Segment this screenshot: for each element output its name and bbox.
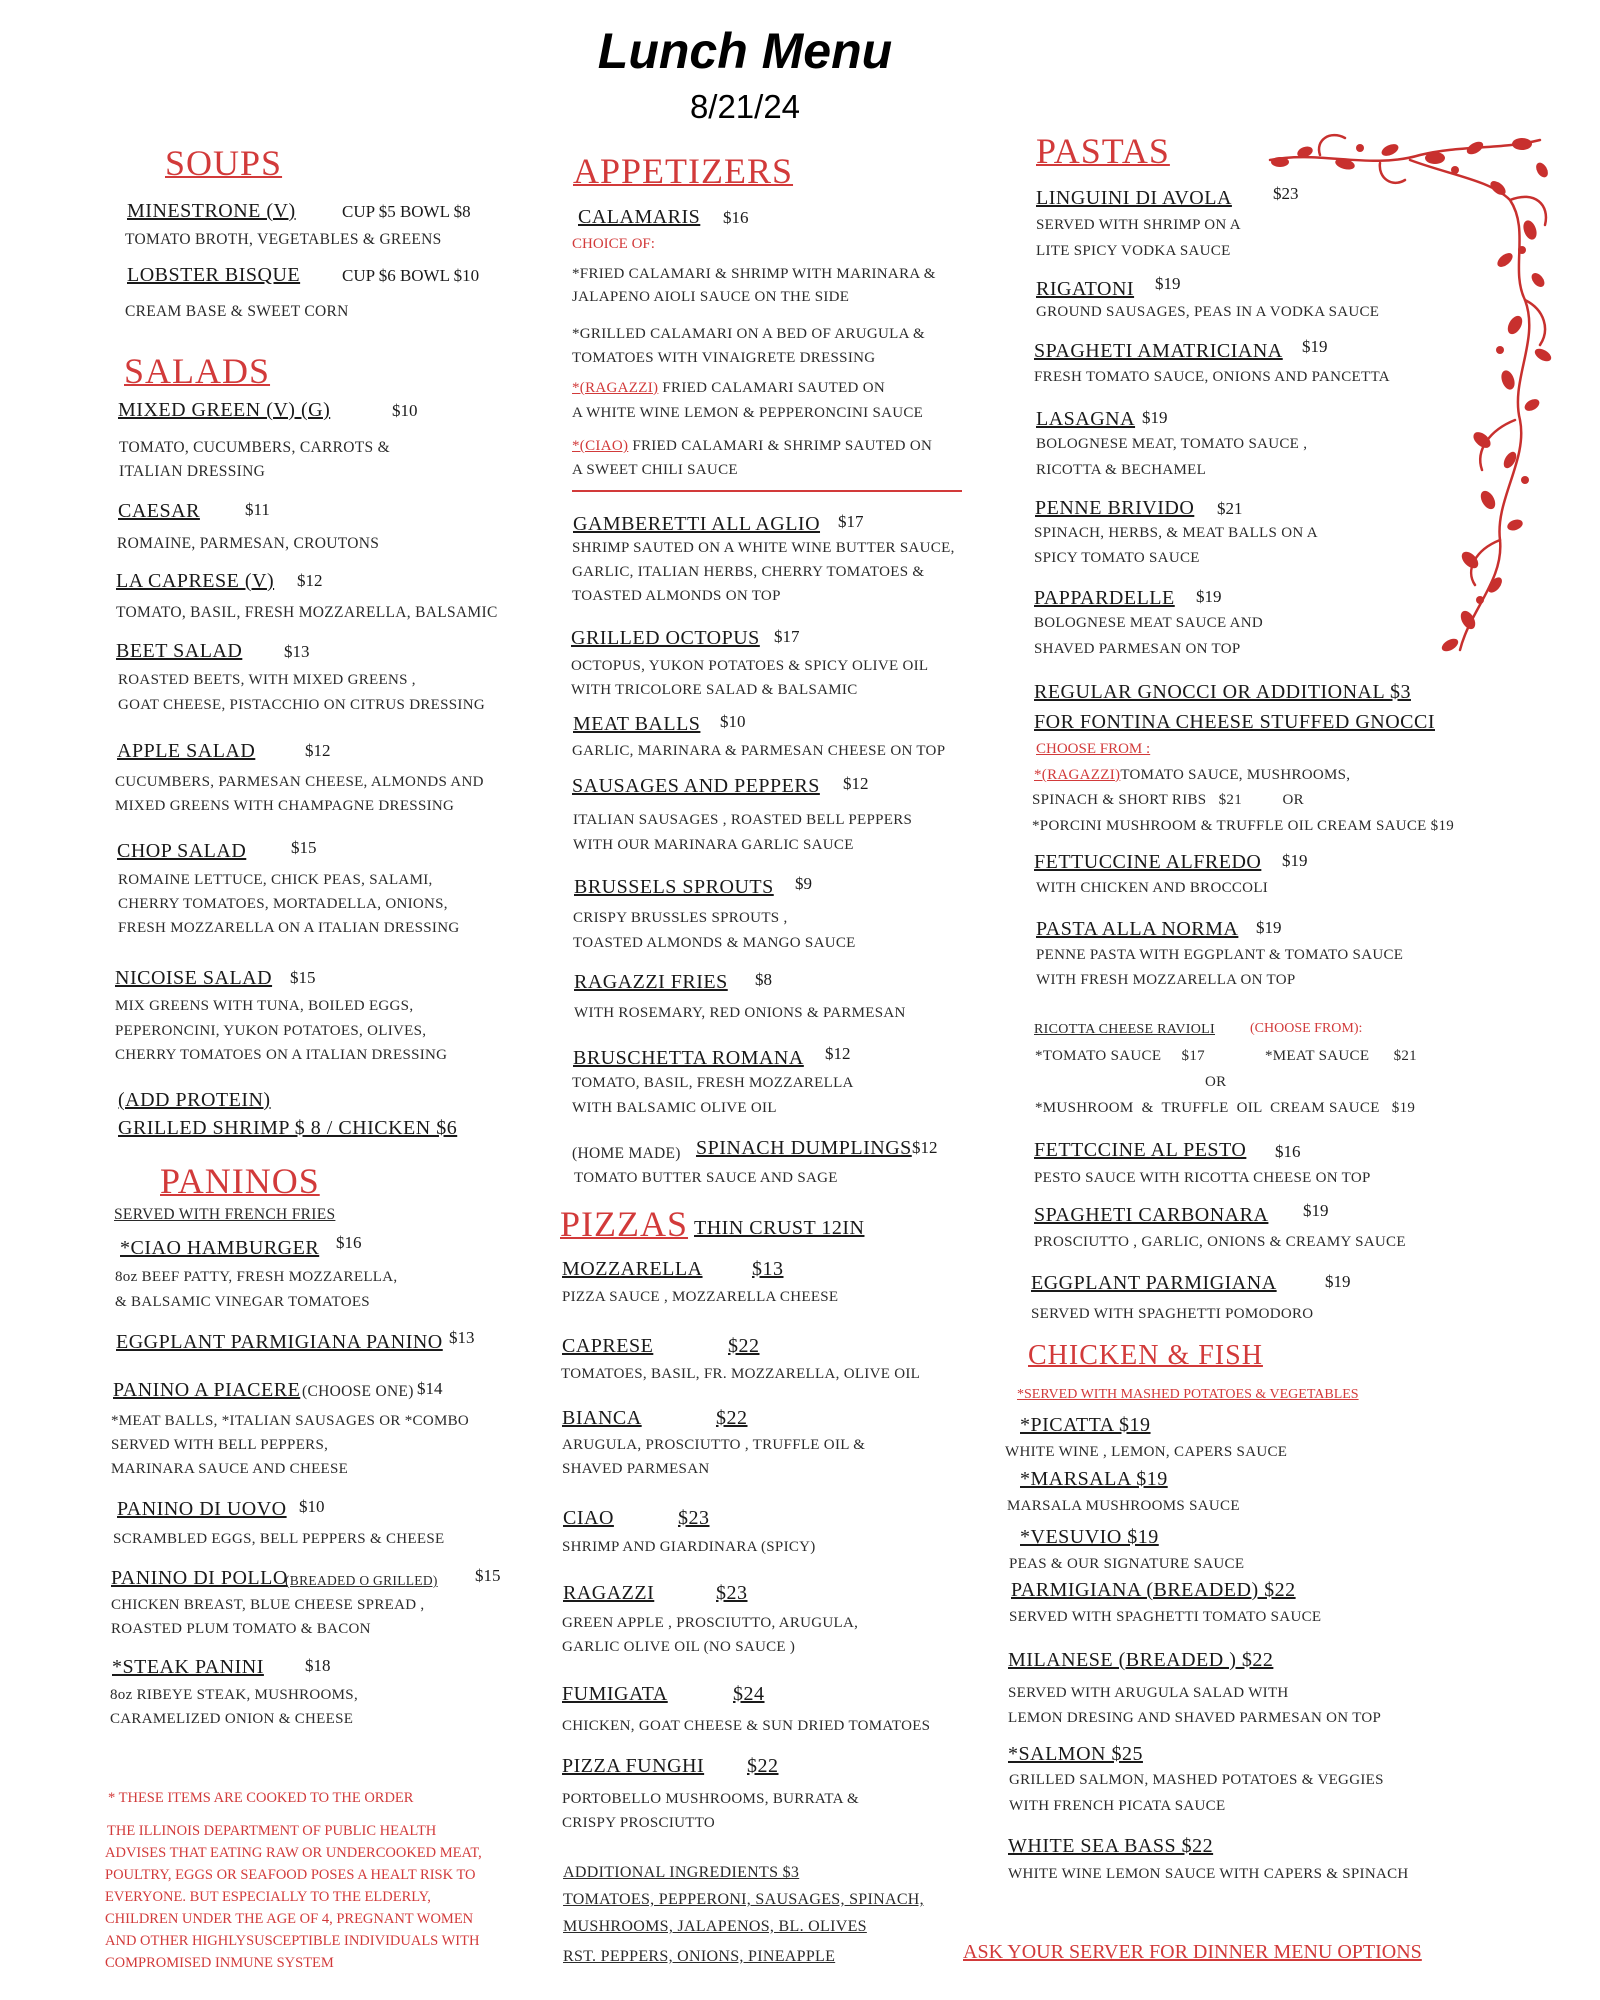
salad-name: LA CAPRESE (V) bbox=[116, 570, 275, 592]
salad-name: CAESAR bbox=[118, 500, 200, 522]
chicken-fish-name: MILANESE (BREADED ) $22 bbox=[1008, 1649, 1274, 1671]
appetizer-desc: TOMATO BUTTER SAUCE AND SAGE bbox=[574, 1170, 838, 1186]
ravioli-name: RICOTTA CHEESE RAVIOLI bbox=[1034, 1022, 1215, 1037]
panino-desc: & BALSAMIC VINEGAR TOMATOES bbox=[115, 1294, 370, 1310]
divider bbox=[572, 490, 962, 492]
ravioli-or: OR bbox=[1205, 1074, 1227, 1090]
appetizer-name: CALAMARIS bbox=[578, 206, 701, 228]
pizza-desc: ARUGULA, PROSCIUTTO , TRUFFLE OIL & bbox=[562, 1437, 866, 1453]
gnocci-line: FOR FONTINA CHEESE STUFFED GNOCCI bbox=[1034, 711, 1435, 733]
panino-note: (BREADED O GRILLED) bbox=[285, 1573, 438, 1588]
pasta-desc: PROSCIUTTO , GARLIC, ONIONS & CREAMY SAUCE bbox=[1034, 1234, 1406, 1250]
pizza-desc: SHAVED PARMESAN bbox=[562, 1461, 710, 1477]
salad-price: $15 bbox=[290, 968, 316, 987]
pizza-desc: GARLIC OLIVE OIL (NO SAUCE ) bbox=[562, 1639, 796, 1655]
pizza-price: $13 bbox=[752, 1258, 784, 1280]
pasta-desc: WITH CHICKEN AND BROCCOLI bbox=[1036, 880, 1269, 896]
gnocci-option: SPINACH & SHORT RIBS $21 OR bbox=[1032, 792, 1304, 808]
calamari-option: *GRILLED CALAMARI ON A BED OF ARUGULA & bbox=[572, 326, 925, 342]
pizza-desc: GREEN APPLE , PROSCIUTTO, ARUGULA, bbox=[562, 1615, 859, 1631]
panino-price: $16 bbox=[336, 1233, 362, 1252]
panino-price: $18 bbox=[305, 1656, 331, 1675]
soup-name: MINESTRONE (V) bbox=[127, 200, 296, 222]
ciao-tag: *(CIAO) bbox=[572, 438, 629, 454]
salad-desc: TOMATO, BASIL, FRESH MOZZARELLA, BALSAMIC bbox=[116, 604, 498, 621]
salad-desc: CUCUMBERS, PARMESAN CHEESE, ALMONDS AND bbox=[115, 774, 484, 790]
calamari-choice-label: CHOICE OF: bbox=[572, 236, 655, 252]
menu-date: 8/21/24 bbox=[689, 88, 801, 125]
appetizer-desc: SHRIMP SAUTED ON A WHITE WINE BUTTER SAUCE, bbox=[572, 540, 955, 556]
calamari-option: A SWEET CHILI SAUCE bbox=[572, 462, 738, 478]
pasta-price: $19 bbox=[1155, 274, 1181, 293]
pizza-desc: TOMATOES, BASIL, FR. MOZZARELLA, OLIVE OIL bbox=[561, 1366, 921, 1382]
panino-name: *CIAO HAMBURGER bbox=[120, 1237, 320, 1259]
panino-name: EGGPLANT PARMIGIANA PANINO bbox=[116, 1331, 443, 1353]
appetizer-price: $12 bbox=[825, 1044, 851, 1063]
chicken-fish-desc: WITH FRENCH PICATA SAUCE bbox=[1009, 1798, 1226, 1814]
pastas-heading: PASTAS bbox=[1036, 131, 1170, 171]
appetizer-desc: GARLIC, ITALIAN HERBS, CHERRY TOMATOES & bbox=[572, 564, 925, 580]
calamari-option: FRIED CALAMARI SAUTED ON bbox=[658, 380, 885, 396]
chicken-fish-name: *PICATTA $19 bbox=[1020, 1414, 1151, 1436]
panino-desc: ROASTED PLUM TOMATO & BACON bbox=[111, 1621, 371, 1637]
pasta-price: $19 bbox=[1256, 918, 1282, 937]
pasta-price: $16 bbox=[1275, 1142, 1301, 1161]
soup-desc: CREAM BASE & SWEET CORN bbox=[125, 303, 349, 320]
chicken-fish-name: *VESUVIO $19 bbox=[1020, 1526, 1159, 1548]
pizza-name: MOZZARELLA bbox=[562, 1258, 703, 1280]
health-warning-line: EVERYONE. BUT ESPECIALLY TO THE ELDERLY, bbox=[105, 1889, 431, 1905]
appetizers-heading: APPETIZERS bbox=[573, 151, 794, 191]
panino-desc: 8oz RIBEYE STEAK, MUSHROOMS, bbox=[110, 1687, 358, 1703]
pasta-desc: BOLOGNESE MEAT SAUCE AND bbox=[1034, 615, 1264, 631]
chicken-fish-desc: PEAS & OUR SIGNATURE SAUCE bbox=[1009, 1556, 1245, 1572]
page-title: Lunch Menu bbox=[597, 23, 893, 79]
additional-ingredients: MUSHROOMS, JALAPENOS, BL. OLIVES bbox=[563, 1918, 867, 1935]
pasta-desc: RICOTTA & BECHAMEL bbox=[1036, 462, 1207, 478]
add-protein-options: GRILLED SHRIMP $ 8 / CHICKEN $6 bbox=[118, 1117, 458, 1139]
pasta-price: $19 bbox=[1302, 337, 1328, 356]
chicken-fish-desc: GRILLED SALMON, MASHED POTATOES & VEGGIES bbox=[1009, 1772, 1384, 1788]
calamari-option: JALAPENO AIOLI SAUCE ON THE SIDE bbox=[572, 289, 850, 305]
pizza-price: $24 bbox=[733, 1683, 765, 1705]
chicken-fish-desc: SERVED WITH ARUGULA SALAD WITH bbox=[1008, 1685, 1289, 1701]
salad-name: NICOISE SALAD bbox=[115, 967, 273, 989]
panino-note: (CHOOSE ONE) bbox=[302, 1383, 414, 1400]
pasta-name: LINGUINI DI AVOLA bbox=[1036, 187, 1232, 209]
pasta-desc: SPICY TOMATO SAUCE bbox=[1034, 550, 1200, 566]
pasta-name: PAPPARDELLE bbox=[1034, 587, 1175, 609]
pizzas-heading: PIZZAS bbox=[560, 1204, 689, 1244]
appetizer-name: MEAT BALLS bbox=[573, 713, 701, 735]
appetizer-name: BRUSSELS SPROUTS bbox=[574, 876, 774, 898]
salads-heading: SALADS bbox=[124, 351, 271, 391]
appetizer-price: $17 bbox=[774, 627, 800, 646]
salad-desc: CHERRY TOMATOES, MORTADELLA, ONIONS, bbox=[118, 896, 448, 912]
salad-desc: MIX GREENS WITH TUNA, BOILED EGGS, bbox=[115, 998, 414, 1014]
pizza-price: $23 bbox=[716, 1582, 748, 1604]
pizza-price: $22 bbox=[716, 1407, 748, 1429]
appetizer-desc: WITH ROSEMARY, RED ONIONS & PARMESAN bbox=[574, 1005, 906, 1021]
appetizer-desc: TOASTED ALMONDS ON TOP bbox=[572, 588, 781, 604]
health-warning-line: POULTRY, EGGS OR SEAFOOD POSES A HEALT RISK TO bbox=[105, 1867, 476, 1883]
pizza-name: CAPRESE bbox=[562, 1335, 654, 1357]
chicken-fish-name: *SALMON $25 bbox=[1008, 1743, 1143, 1765]
pasta-name: PENNE BRIVIDO bbox=[1035, 497, 1195, 519]
panino-price: $14 bbox=[417, 1379, 443, 1398]
salad-name: BEET SALAD bbox=[116, 640, 243, 662]
chicken-fish-subtitle: *SERVED WITH MASHED POTATOES & VEGETABLES bbox=[1017, 1387, 1359, 1402]
dumplings-prefix: (HOME MADE) bbox=[572, 1145, 681, 1162]
panino-desc: SCRAMBLED EGGS, BELL PEPPERS & CHEESE bbox=[113, 1531, 445, 1547]
soup-price: CUP $6 BOWL $10 bbox=[342, 266, 480, 285]
additional-ingredients: TOMATOES, PEPPERONI, SAUSAGES, SPINACH, bbox=[563, 1891, 924, 1908]
appetizer-name: RAGAZZI FRIES bbox=[574, 971, 728, 993]
paninos-heading: PANINOS bbox=[160, 1161, 320, 1201]
salad-desc: FRESH MOZZARELLA ON A ITALIAN DRESSING bbox=[118, 920, 460, 936]
salad-price: $12 bbox=[305, 741, 331, 760]
pasta-price: $19 bbox=[1282, 851, 1308, 870]
appetizer-desc: WITH TRICOLORE SALAD & BALSAMIC bbox=[571, 682, 858, 698]
chicken-fish-heading: CHICKEN & FISH bbox=[1028, 1340, 1263, 1371]
add-protein-label: (ADD PROTEIN) bbox=[118, 1089, 271, 1111]
calamari-option: FRIED CALAMARI & SHRIMP SAUTED ON bbox=[628, 438, 933, 454]
appetizer-name: SAUSAGES AND PEPPERS bbox=[572, 775, 820, 797]
pizza-name: BIANCA bbox=[562, 1407, 642, 1429]
chicken-fish-desc: SERVED WITH SPAGHETTI TOMATO SAUCE bbox=[1009, 1609, 1322, 1625]
appetizer-price: $17 bbox=[838, 512, 864, 531]
gnocci-line: REGULAR GNOCCI OR ADDITIONAL $3 bbox=[1034, 681, 1411, 703]
paninos-subtitle: SERVED WITH FRENCH FRIES bbox=[114, 1206, 336, 1223]
salad-desc: ROASTED BEETS, WITH MIXED GREENS , bbox=[118, 672, 416, 688]
panino-price: $13 bbox=[449, 1328, 475, 1347]
salad-price: $11 bbox=[245, 500, 270, 519]
appetizer-name: GAMBERETTI ALL AGLIO bbox=[573, 513, 821, 535]
pasta-name: SPAGHETI CARBONARA bbox=[1034, 1204, 1269, 1226]
health-warning-line: CHILDREN UNDER THE AGE OF 4, PREGNANT WOMEN bbox=[105, 1911, 474, 1927]
pasta-price: $19 bbox=[1142, 408, 1168, 427]
salad-price: $10 bbox=[392, 401, 418, 420]
pasta-name: LASAGNA bbox=[1036, 408, 1136, 430]
pizza-desc: CHICKEN, GOAT CHEESE & SUN DRIED TOMATOES bbox=[562, 1718, 931, 1734]
chicken-fish-desc: WHITE WINE LEMON SAUCE WITH CAPERS & SPINACH bbox=[1008, 1866, 1409, 1882]
panino-desc: *MEAT BALLS, *ITALIAN SAUSAGES OR *COMBO bbox=[111, 1413, 470, 1429]
pasta-desc: SPINACH, HERBS, & MEAT BALLS ON A bbox=[1034, 525, 1318, 541]
pizza-name: CIAO bbox=[563, 1507, 614, 1529]
salad-desc: PEPERONCINI, YUKON POTATOES, OLIVES, bbox=[115, 1023, 427, 1039]
salad-desc: TOMATO, CUCUMBERS, CARROTS & bbox=[119, 439, 390, 456]
ravioli-option: *MUSHROOM & TRUFFLE OIL CREAM SAUCE $19 bbox=[1035, 1100, 1416, 1116]
health-warning-line: COMPROMISED INMUNE SYSTEM bbox=[105, 1955, 334, 1971]
salad-name: MIXED GREEN (V) (G) bbox=[118, 399, 331, 421]
panino-name: PANINO A PIACERE bbox=[113, 1379, 301, 1401]
ravioli-choose-label: (CHOOSE FROM): bbox=[1250, 1021, 1363, 1036]
additional-ingredients: ADDITIONAL INGREDIENTS $3 bbox=[563, 1864, 800, 1881]
chicken-fish-desc: WHITE WINE , LEMON, CAPERS SAUCE bbox=[1005, 1444, 1288, 1460]
panino-name: *STEAK PANINI bbox=[112, 1656, 264, 1678]
pizza-desc: PIZZA SAUCE , MOZZARELLA CHEESE bbox=[562, 1289, 839, 1305]
chicken-fish-name: WHITE SEA BASS $22 bbox=[1008, 1835, 1214, 1857]
health-warning-line: THE ILLINOIS DEPARTMENT OF PUBLIC HEALTH bbox=[107, 1823, 437, 1839]
chicken-fish-name: *MARSALA $19 bbox=[1020, 1468, 1168, 1490]
pizza-name: PIZZA FUNGHI bbox=[562, 1755, 705, 1777]
pasta-desc: SERVED WITH SHRIMP ON A bbox=[1036, 217, 1241, 233]
panino-desc: CHICKEN BREAST, BLUE CHEESE SPREAD , bbox=[111, 1597, 425, 1613]
pasta-desc: PESTO SAUCE WITH RICOTTA CHEESE ON TOP bbox=[1034, 1170, 1371, 1186]
pasta-desc: FRESH TOMATO SAUCE, ONIONS AND PANCETTA bbox=[1034, 369, 1390, 385]
pizza-desc: PORTOBELLO MUSHROOMS, BURRATA & bbox=[562, 1791, 859, 1807]
pasta-price: $19 bbox=[1196, 587, 1222, 606]
soups-heading: SOUPS bbox=[165, 143, 283, 183]
calamari-option: TOMATOES WITH VINAIGRETE DRESSING bbox=[572, 350, 876, 366]
appetizer-name: GRILLED OCTOPUS bbox=[571, 627, 760, 649]
chicken-fish-name: PARMIGIANA (BREADED) $22 bbox=[1011, 1579, 1296, 1601]
pizza-price: $23 bbox=[678, 1507, 710, 1529]
salad-desc: CHERRY TOMATOES ON A ITALIAN DRESSING bbox=[115, 1047, 448, 1063]
appetizer-desc: WITH OUR MARINARA GARLIC SAUCE bbox=[573, 837, 854, 853]
pizzas-subtitle: THIN CRUST 12IN bbox=[694, 1217, 865, 1239]
appetizer-desc: WITH BALSAMIC OLIVE OIL bbox=[572, 1100, 777, 1116]
gnocci-option: TOMATO SAUCE, MUSHROOMS, bbox=[1120, 767, 1351, 783]
pasta-name: FETTUCCINE ALFREDO bbox=[1034, 851, 1262, 873]
dinner-menu-note: ASK YOUR SERVER FOR DINNER MENU OPTIONS bbox=[963, 1941, 1422, 1963]
calamari-option: *FRIED CALAMARI & SHRIMP WITH MARINARA & bbox=[572, 266, 936, 282]
gnocci-option: *PORCINI MUSHROOM & TRUFFLE OIL CREAM SAUCE $19 bbox=[1032, 818, 1455, 834]
ragazzi-tag: *(RAGAZZI) bbox=[1034, 767, 1121, 783]
vine-decoration bbox=[1260, 130, 1560, 670]
gnocci-choose-label: CHOOSE FROM : bbox=[1036, 741, 1151, 757]
salad-desc: ITALIAN DRESSING bbox=[119, 463, 266, 480]
pasta-desc: PENNE PASTA WITH EGGPLANT & TOMATO SAUCE bbox=[1036, 947, 1404, 963]
panino-desc: CARAMELIZED ONION & CHEESE bbox=[110, 1711, 354, 1727]
chicken-fish-desc: LEMON DRESING AND SHAVED PARMESAN ON TOP bbox=[1008, 1710, 1382, 1726]
additional-ingredients: RST. PEPPERS, ONIONS, PINEAPPLE bbox=[563, 1948, 836, 1965]
panino-name: PANINO DI UOVO bbox=[117, 1498, 287, 1520]
panino-desc: SERVED WITH BELL PEPPERS, bbox=[111, 1437, 329, 1453]
appetizer-price: $9 bbox=[795, 874, 812, 893]
health-warning-line: ADVISES THAT EATING RAW OR UNDERCOOKED MEAT, bbox=[105, 1845, 482, 1861]
panino-desc: 8oz BEEF PATTY, FRESH MOZZARELLA, bbox=[115, 1269, 398, 1285]
appetizer-name: SPINACH DUMPLINGS bbox=[696, 1137, 912, 1159]
pasta-desc: SERVED WITH SPAGHETTI POMODORO bbox=[1031, 1306, 1314, 1322]
appetizer-name: BRUSCHETTA ROMANA bbox=[573, 1047, 804, 1069]
pasta-name: PASTA ALLA NORMA bbox=[1036, 918, 1239, 940]
soup-desc: TOMATO BROTH, VEGETABLES & GREENS bbox=[125, 231, 442, 248]
appetizer-price: $12 bbox=[843, 774, 869, 793]
pizza-name: FUMIGATA bbox=[562, 1683, 668, 1705]
pasta-name: FETTCCINE AL PESTO bbox=[1034, 1139, 1247, 1161]
salad-price: $12 bbox=[297, 571, 323, 590]
pasta-name: RIGATONI bbox=[1036, 278, 1135, 300]
cooked-to-order-note: * THESE ITEMS ARE COOKED TO THE ORDER bbox=[108, 1790, 414, 1806]
calamari-option: A WHITE WINE LEMON & PEPPERONCINI SAUCE bbox=[572, 405, 924, 421]
pasta-name: SPAGHETI AMATRICIANA bbox=[1034, 340, 1283, 362]
pasta-price: $21 bbox=[1217, 499, 1243, 518]
soup-name: LOBSTER BISQUE bbox=[127, 264, 301, 286]
pasta-price: $19 bbox=[1325, 1272, 1351, 1291]
pasta-name: EGGPLANT PARMIGIANA bbox=[1031, 1272, 1277, 1294]
appetizer-price: $12 bbox=[912, 1138, 938, 1157]
salad-desc: MIXED GREENS WITH CHAMPAGNE DRESSING bbox=[115, 798, 455, 814]
pasta-desc: LITE SPICY VODKA SAUCE bbox=[1036, 243, 1231, 259]
soup-price: CUP $5 BOWL $8 bbox=[342, 202, 471, 221]
panino-price: $10 bbox=[299, 1497, 325, 1516]
ragazzi-tag: *(RAGAZZI) bbox=[572, 380, 659, 396]
pizza-price: $22 bbox=[728, 1335, 760, 1357]
salad-desc: ROMAINE, PARMESAN, CROUTONS bbox=[117, 535, 380, 552]
appetizer-desc: CRISPY BRUSSLES SPROUTS , bbox=[573, 910, 788, 926]
salad-name: CHOP SALAD bbox=[117, 840, 247, 862]
health-warning-line: AND OTHER HIGHLYSUSCEPTIBLE INDIVIDUALS WITH bbox=[105, 1933, 480, 1949]
ravioli-option: *MEAT SAUCE $21 bbox=[1265, 1048, 1417, 1064]
pasta-price: $19 bbox=[1303, 1201, 1329, 1220]
appetizer-desc: TOASTED ALMONDS & MANGO SAUCE bbox=[573, 935, 856, 951]
pizza-price: $22 bbox=[747, 1755, 779, 1777]
pasta-desc: GROUND SAUSAGES, PEAS IN A VODKA SAUCE bbox=[1036, 304, 1380, 320]
chicken-fish-desc: MARSALA MUSHROOMS SAUCE bbox=[1007, 1498, 1240, 1514]
salad-name: APPLE SALAD bbox=[117, 740, 256, 762]
pasta-desc: SHAVED PARMESAN ON TOP bbox=[1034, 641, 1241, 657]
panino-desc: MARINARA SAUCE AND CHEESE bbox=[111, 1461, 349, 1477]
salad-price: $15 bbox=[291, 838, 317, 857]
pizza-desc: SHRIMP AND GIARDINARA (SPICY) bbox=[562, 1539, 816, 1555]
panino-name: PANINO DI POLLO bbox=[111, 1567, 288, 1589]
appetizer-price: $10 bbox=[720, 712, 746, 731]
panino-price: $15 bbox=[475, 1566, 501, 1585]
appetizer-desc: ITALIAN SAUSAGES , ROASTED BELL PEPPERS bbox=[573, 812, 913, 828]
pasta-price: $23 bbox=[1273, 184, 1299, 203]
appetizer-desc: TOMATO, BASIL, FRESH MOZZARELLA bbox=[572, 1075, 854, 1091]
pizza-name: RAGAZZI bbox=[563, 1582, 655, 1604]
ravioli-option: *TOMATO SAUCE $17 bbox=[1035, 1048, 1205, 1064]
pasta-desc: WITH FRESH MOZZARELLA ON TOP bbox=[1036, 972, 1296, 988]
pizza-desc: CRISPY PROSCIUTTO bbox=[562, 1815, 716, 1831]
appetizer-price: $8 bbox=[755, 970, 772, 989]
appetizer-desc: GARLIC, MARINARA & PARMESAN CHEESE ON TOP bbox=[572, 743, 946, 759]
salad-desc: ROMAINE LETTUCE, CHICK PEAS, SALAMI, bbox=[118, 872, 433, 888]
salad-desc: GOAT CHEESE, PISTACCHIO ON CITRUS DRESSING bbox=[118, 697, 485, 713]
salad-price: $13 bbox=[284, 642, 310, 661]
pasta-desc: BOLOGNESE MEAT, TOMATO SAUCE , bbox=[1036, 436, 1308, 452]
appetizer-desc: OCTOPUS, YUKON POTATOES & SPICY OLIVE OIL bbox=[571, 658, 929, 674]
appetizer-price: $16 bbox=[723, 208, 749, 227]
